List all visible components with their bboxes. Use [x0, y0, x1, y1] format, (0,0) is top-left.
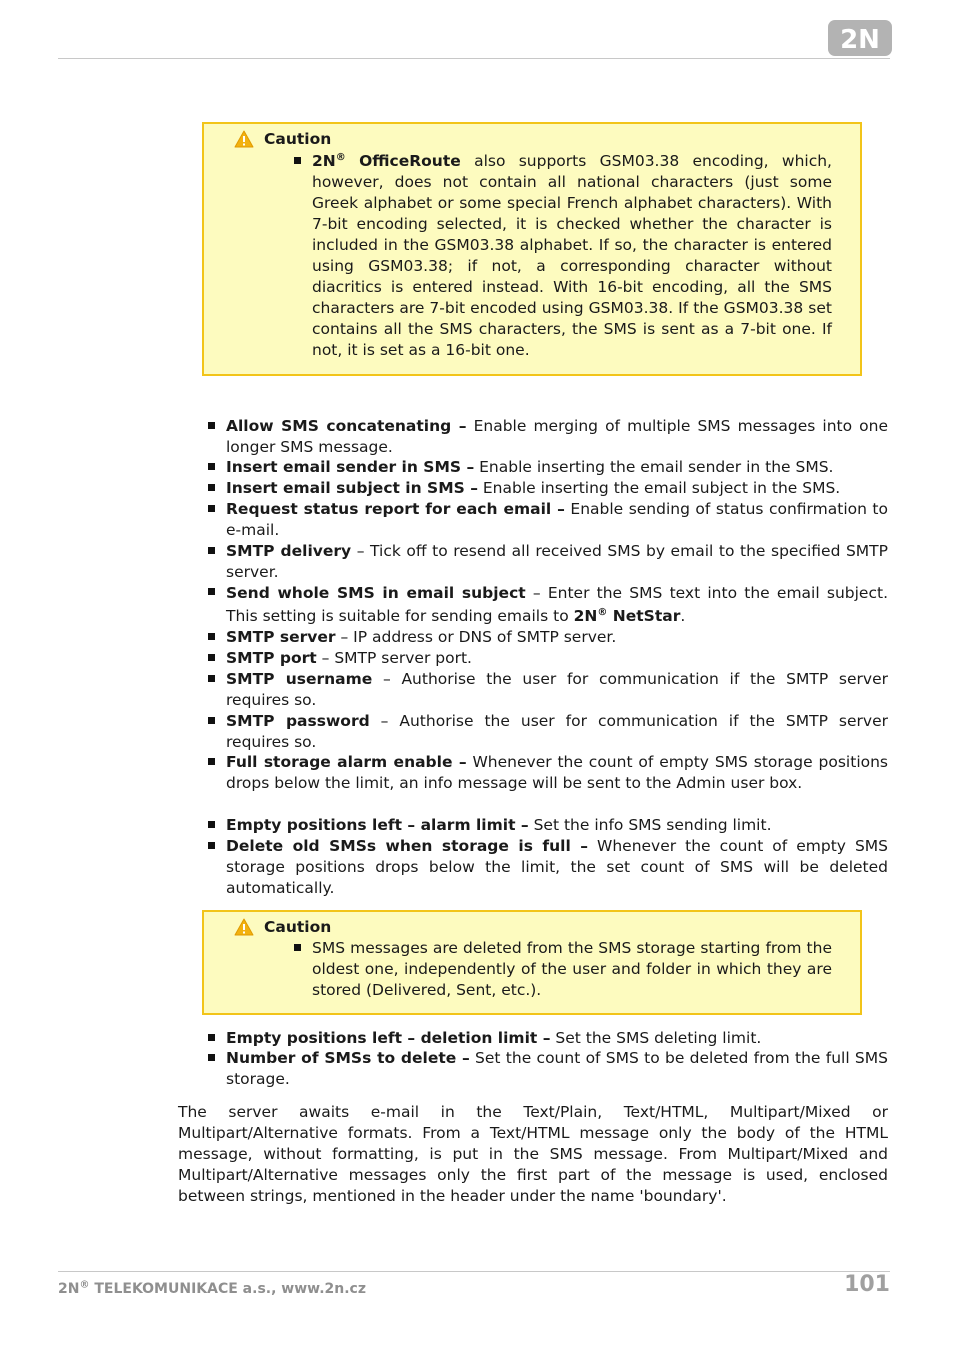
header-divider: [58, 58, 890, 59]
caution-item: [312, 938, 832, 1001]
list-item: [226, 478, 888, 499]
footer-divider: [58, 1271, 890, 1272]
bullet-icon: [208, 505, 215, 512]
setting-term: SMTP port: [226, 649, 317, 667]
list-item: [226, 627, 888, 648]
product-name: OfficeRoute: [359, 152, 461, 170]
setting-term: Insert email subject in SMS –: [226, 479, 478, 497]
list-item: [226, 752, 888, 794]
footer-brand: 2N: [58, 1281, 80, 1297]
setting-desc: Enable inserting the email subject in the SMS.: [477, 479, 841, 497]
bullet-icon: [208, 484, 215, 491]
setting-desc: – IP address or DNS of SMTP server.: [335, 628, 617, 646]
bullet-icon: [208, 422, 215, 429]
sentence-end: .: [680, 607, 686, 625]
bullet-icon: [208, 821, 215, 828]
setting-desc: Set the info SMS sending limit.: [528, 816, 772, 834]
list-item: [226, 648, 888, 669]
setting-term: Number of SMSs to delete –: [226, 1049, 470, 1067]
footer-company: [58, 1281, 366, 1297]
setting-desc: – SMTP server port.: [316, 649, 472, 667]
caution-list: [312, 151, 832, 361]
warning-icon: [234, 130, 254, 148]
bullet-icon: [208, 463, 215, 470]
setting-term: Request status report for each email –: [226, 500, 565, 518]
registered-mark: ®: [335, 151, 346, 163]
footer-company-text: TELEKOMUNIKACE a.s., www.2n.cz: [89, 1281, 366, 1297]
registered-mark: ®: [597, 606, 608, 618]
caution-text: SMS messages are deleted from the SMS storage starting from the oldest one, independently of the user and folder in which they are stored (Delivered, Sent, etc.).: [312, 939, 832, 999]
bullet-icon: [294, 157, 301, 164]
bullet-icon: [294, 944, 301, 951]
list-item: [226, 457, 888, 478]
page-number: 101: [844, 1272, 890, 1297]
list-item: [226, 711, 888, 753]
setting-desc: – Authorise the user for communication if the SMTP server requires so.: [226, 712, 888, 751]
setting-desc: Whenever the count of empty SMS storage positions drops below the limit, the set count of SMS will be deleted automatically.: [226, 837, 888, 897]
product-name: NetStar: [607, 607, 681, 625]
2n-logo: [828, 20, 892, 56]
caution-box: [202, 122, 862, 376]
list-item: [226, 1028, 888, 1049]
bullet-icon: [208, 547, 215, 554]
bullet-icon: [208, 758, 215, 765]
bullet-icon: [208, 633, 215, 640]
setting-desc: Whenever the count of empty SMS storage positions drops below the limit, an info message will be sent to the Admin user box.: [226, 753, 889, 792]
bullet-icon: [208, 654, 215, 661]
caution-item: [312, 151, 832, 361]
caution-title: Caution: [264, 918, 332, 936]
caution-text: also supports GSM03.38 encoding, which, however, does not contain all national characters (just some Greek alphabet or some special French alphabet characters). With 7-bit encoding selected, it is checked whether the character is included in the GSM03.38 alphabet. If so, the character is entered using GSM03.38; if not, a corresponding character without diacritics is entered instead. With 16-bit encoding, all the SMS characters are 7-bit encoded using GSM03.38. If the GSM03.38 set contains all the SMS characters, the SMS is sent as a 7-bit one. If not, it is set as a 16-bit one.: [312, 152, 832, 359]
bullet-icon: [208, 1054, 215, 1061]
setting-desc: – Authorise the user for communication if the SMTP server requires so.: [226, 670, 888, 709]
bullet-icon: [208, 1034, 215, 1041]
setting-desc: Set the SMS deleting limit.: [550, 1029, 762, 1047]
list-item: [226, 1048, 888, 1090]
setting-term: SMTP username: [226, 670, 373, 688]
setting-desc: Enable sending of status confirmation to e-mail.: [226, 500, 888, 539]
list-item: [226, 499, 888, 541]
bullet-icon: [208, 675, 215, 682]
list-item: [226, 541, 888, 583]
setting-term: SMTP delivery: [226, 542, 352, 560]
setting-term: Allow SMS concatenating –: [226, 417, 467, 435]
setting-desc: Enable merging of multiple SMS messages into one longer SMS message.: [226, 417, 888, 456]
caution-list: [312, 938, 832, 1001]
setting-desc: Enable inserting the email sender in the SMS.: [474, 458, 834, 476]
svg-text:2N: 2N: [840, 25, 880, 55]
list-item: [226, 582, 888, 628]
setting-term: Empty positions left – alarm limit –: [226, 816, 529, 834]
setting-term: SMTP password: [226, 712, 370, 730]
brand-name: 2N: [312, 152, 336, 170]
list-item: [226, 669, 888, 711]
bullet-icon: [208, 717, 215, 724]
body-paragraph: The server awaits e-mail in the Text/Plain, Text/HTML, Multipart/Mixed or Multipart/Alternative formats. From a Text/HTML message only the body of the HTML message, without formatting, is put in the SMS message. From Multipart/Mixed and Multipart/Alternative messages only the first part of the message is used, enclosed between strings, mentioned in the header under the name 'boundary'.: [178, 1103, 888, 1205]
bullet-icon: [208, 842, 215, 849]
caution-title: Caution: [264, 130, 332, 148]
setting-desc: – Tick off to resend all received SMS by email to the specified SMTP server.: [226, 542, 888, 581]
caution-header: [234, 917, 331, 937]
setting-desc: – Enter the SMS text into the email subject. This setting is suitable for sending emails to: [226, 584, 888, 625]
bullet-icon: [208, 588, 215, 595]
caution-header: [234, 129, 331, 149]
setting-term: Full storage alarm enable –: [226, 753, 467, 771]
brand-name: 2N: [573, 607, 598, 625]
list-item: [226, 815, 888, 836]
registered-mark: ®: [79, 1279, 90, 1291]
setting-term: Send whole SMS in email subject: [226, 584, 526, 602]
setting-term: Delete old SMSs when storage is full –: [226, 837, 589, 855]
setting-term: SMTP server: [226, 628, 336, 646]
setting-desc: Set the count of SMS to be deleted from the full SMS storage.: [226, 1049, 888, 1088]
warning-icon: [234, 918, 254, 936]
caution-box: [202, 910, 862, 1015]
setting-term: Empty positions left – deletion limit –: [226, 1029, 551, 1047]
setting-term: Insert email sender in SMS –: [226, 458, 475, 476]
list-item: [226, 416, 888, 458]
list-item: [226, 836, 888, 899]
